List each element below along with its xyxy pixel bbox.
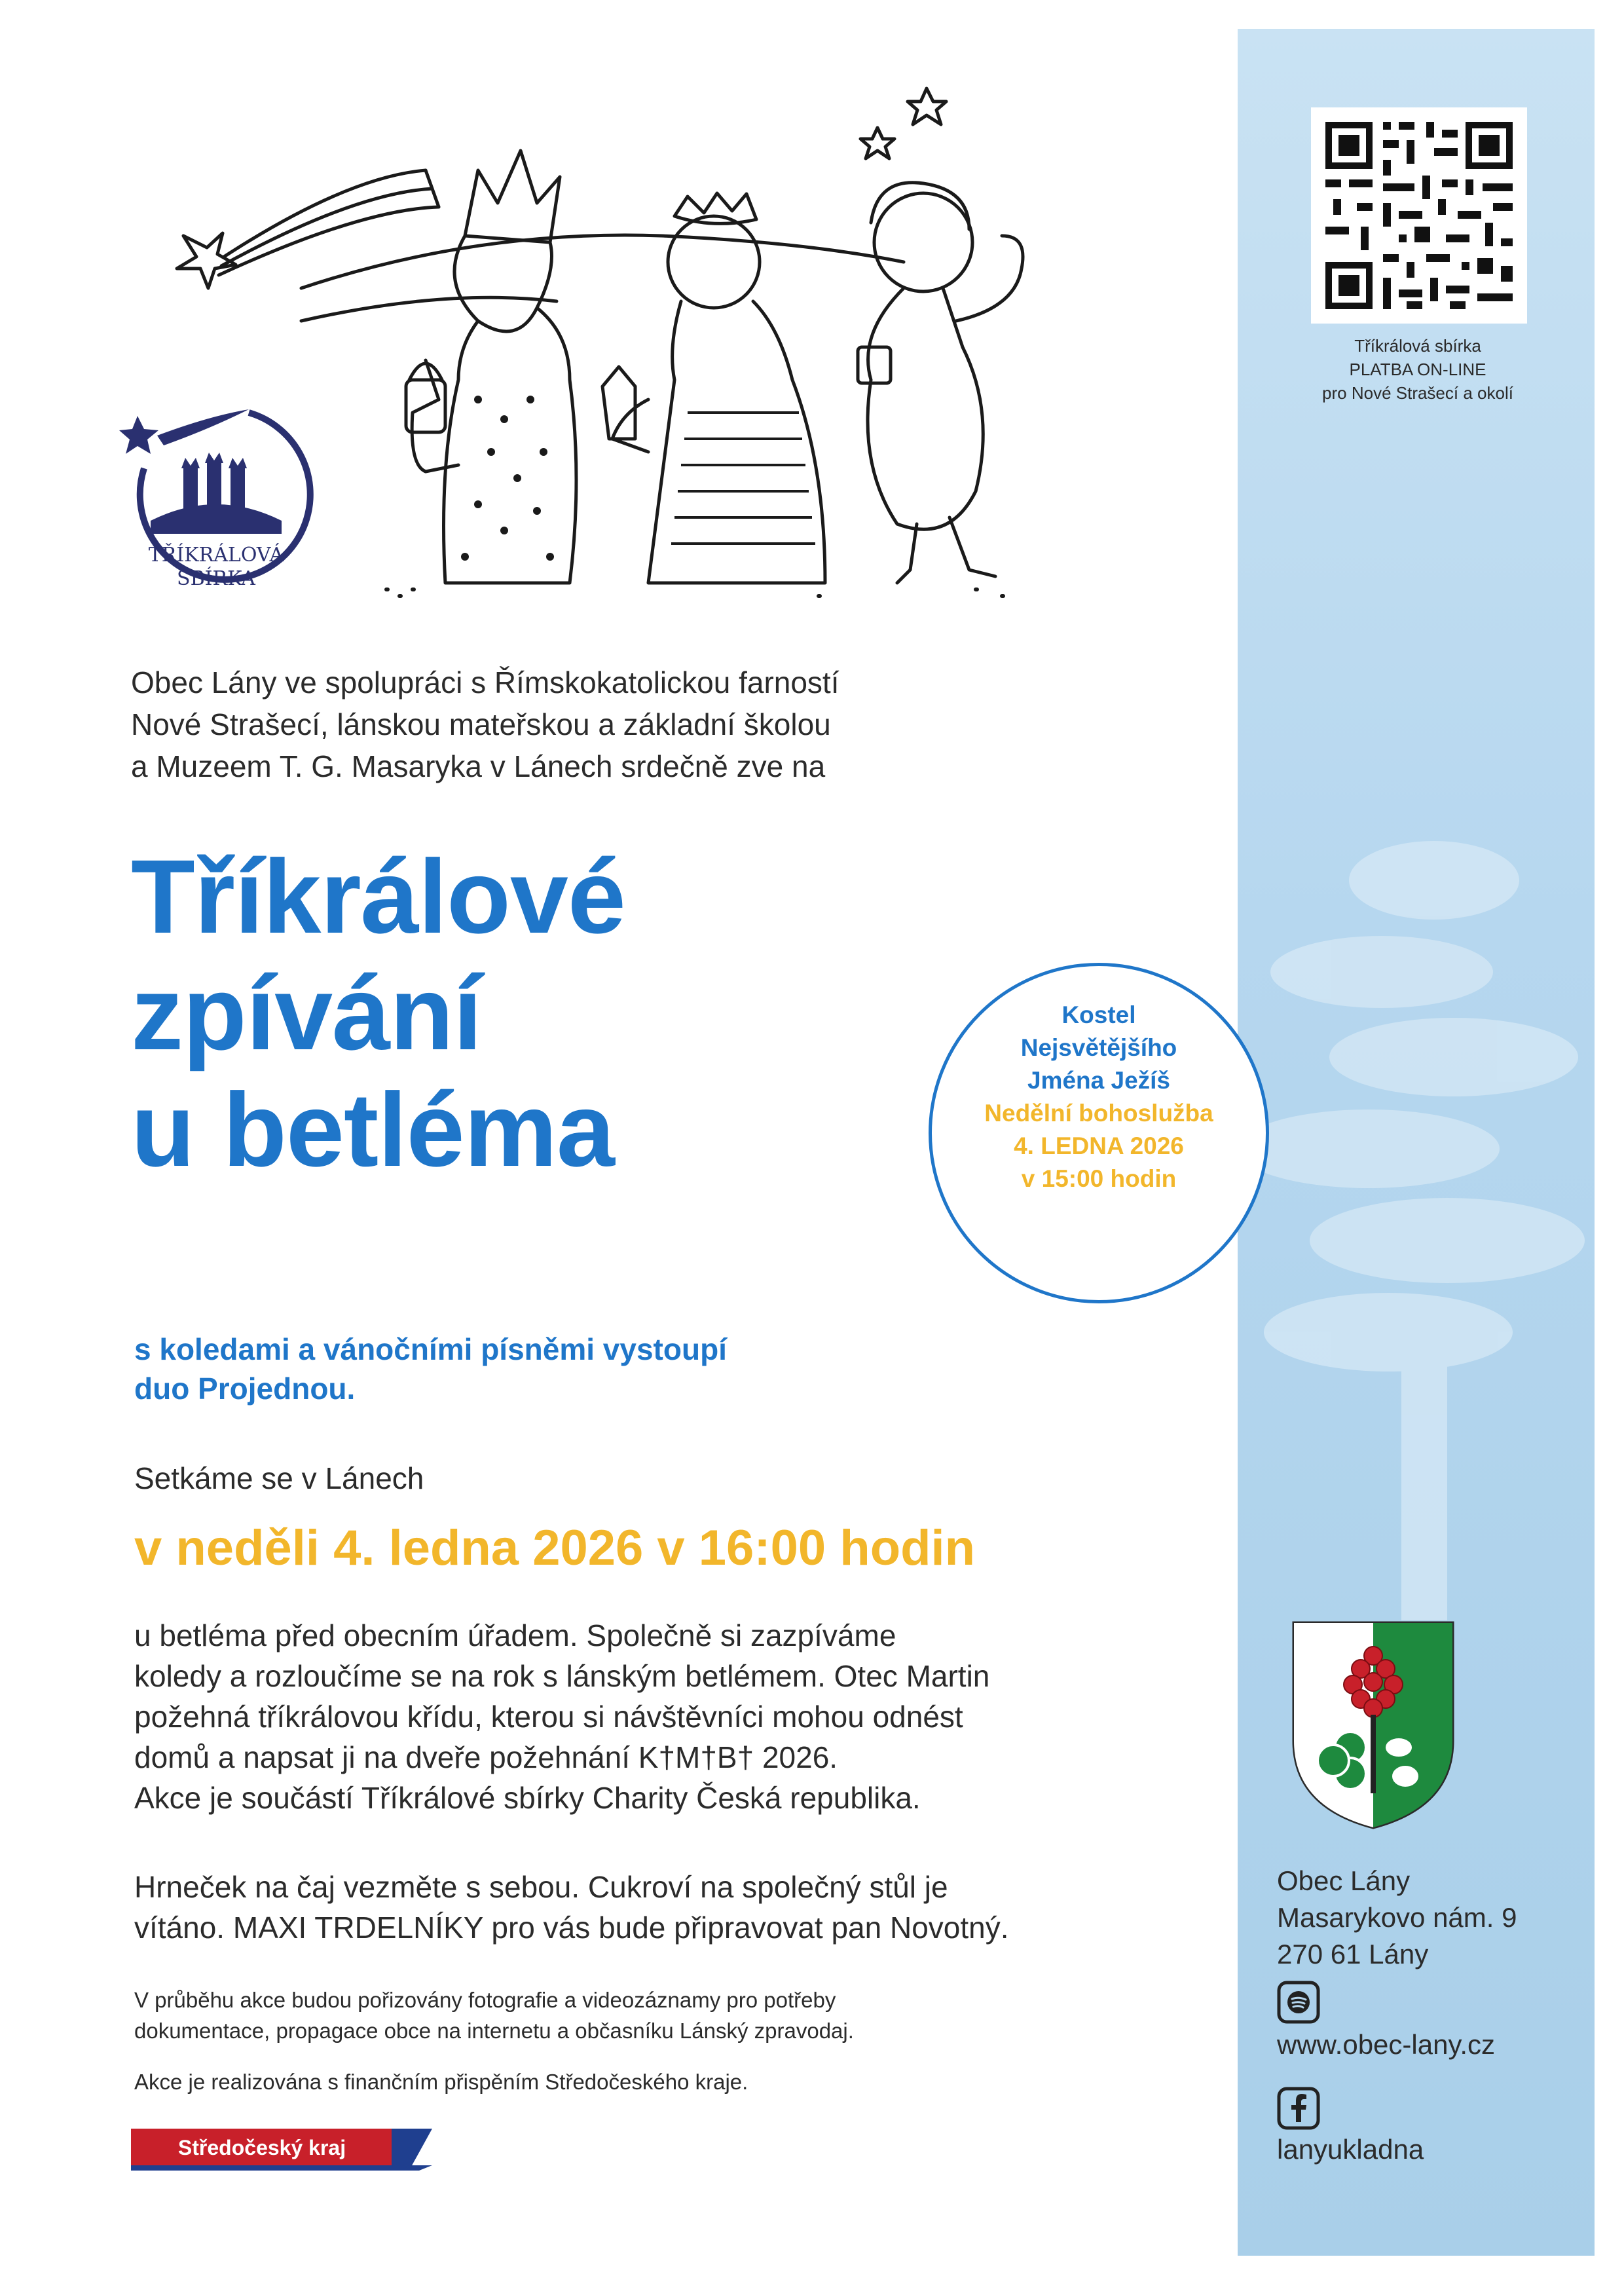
- facebook-link[interactable]: lanyukladna: [1277, 2134, 1424, 2165]
- funding-notice: Akce je realizována s finančním přispěním Středočeského kraje.: [134, 2070, 748, 2094]
- qr-caption-line: PLATBA ON-LINE: [1349, 360, 1486, 379]
- kraj-stripes: [131, 2165, 432, 2176]
- address-line: Masarykovo nám. 9: [1277, 1902, 1517, 1933]
- event-title: [131, 838, 625, 1188]
- body-line: domů a napsat ji na dveře požehnání K†M†B† 2026.: [134, 1740, 838, 1774]
- body-paragraph-1: [134, 1615, 989, 1818]
- stredocesky-kraj-logo: [131, 2129, 432, 2176]
- address-line: Obec Lány: [1277, 1865, 1411, 1896]
- subtitle-line: s koledami a vánočními písněmi vystoupí: [134, 1332, 727, 1366]
- body-paragraph-2: [134, 1867, 1009, 1948]
- qr-caption-line: Tříkrálová sbírka: [1354, 336, 1481, 356]
- subtitle-line: duo Projednou.: [134, 1371, 356, 1406]
- intro-line: Nové Strašecí, lánskou mateřskou a základní školou: [131, 707, 831, 741]
- tree-watermark: [1238, 782, 1595, 1633]
- badge-line: v 15:00 hodin: [1021, 1165, 1177, 1192]
- meet-text: Setkáme se v Lánech: [134, 1461, 424, 1495]
- intro-line: a Muzeem T. G. Masaryka v Lánech srdečně zve na: [131, 749, 826, 783]
- badge-line: Nejsvětějšího: [1020, 1034, 1177, 1061]
- kraj-label: Středočeský kraj: [131, 2129, 393, 2167]
- title-line: zpívání: [131, 954, 482, 1072]
- qr-code[interactable]: [1311, 107, 1527, 324]
- body-line: Akce je součástí Tříkrálové sbírky Charity Česká republika.: [134, 1781, 921, 1815]
- badge-line: 4. LEDNA 2026: [1014, 1132, 1184, 1159]
- title-line: Tříkrálové: [131, 838, 625, 955]
- body-line: Hrneček na čaj vezměte s sebou. Cukroví na společný stůl je: [134, 1870, 948, 1904]
- badge-line: Kostel: [1061, 1001, 1136, 1028]
- qr-caption: [1257, 334, 1578, 405]
- kraj-flag-tail: [392, 2129, 432, 2167]
- body-line: u betléma před obecním úřadem. Společně si zazpíváme: [134, 1618, 896, 1652]
- lany-coat-of-arms: [1287, 1616, 1459, 1833]
- notice-line: dokumentace, propagace obce na internetu a občasníku Lánský zpravodaj.: [134, 2019, 854, 2043]
- intro-text: [131, 662, 840, 787]
- address: [1277, 1863, 1517, 1973]
- subtitle: [134, 1330, 727, 1408]
- trikralova-sbirka-logo: [118, 390, 321, 612]
- logo-text-2: SBÍRKA: [177, 567, 255, 590]
- qr-caption-line: pro Nové Strašecí a okolí: [1322, 383, 1513, 403]
- web-link[interactable]: www.obec-lany.cz: [1277, 2029, 1496, 2060]
- badge-line: Jména Ježíš: [1027, 1067, 1171, 1094]
- body-line: vítáno. MAXI TRDELNÍKY pro vás bude připravovat pan Novotný.: [134, 1911, 1009, 1945]
- badge-line: Nedělní bohoslužba: [984, 1100, 1213, 1127]
- title-line: u betléma: [131, 1071, 614, 1188]
- church-service-badge: [929, 963, 1269, 1303]
- photo-notice: [134, 1985, 854, 2046]
- logo-text-1: TŘÍKRÁLOVÁ: [148, 544, 284, 567]
- intro-line: Obec Lány ve spolupráci s Římskokatolickou farností: [131, 665, 840, 700]
- address-line: 270 61 Lány: [1277, 1939, 1429, 1969]
- body-line: koledy a rozloučíme se na rok s lánským betlémem. Otec Martin: [134, 1659, 990, 1693]
- facebook-icon[interactable]: [1277, 2087, 1320, 2130]
- body-line: požehná tříkrálovou křídu, kterou si návštěvníci mohou odnést: [134, 1700, 963, 1734]
- sidebar: [1238, 29, 1595, 2256]
- spotify-icon[interactable]: [1277, 1981, 1320, 2024]
- notice-line: V průběhu akce budou pořizovány fotografie a videozáznamy pro potřeby: [134, 1988, 836, 2012]
- event-datetime: v neděli 4. ledna 2026 v 16:00 hodin: [134, 1520, 976, 1576]
